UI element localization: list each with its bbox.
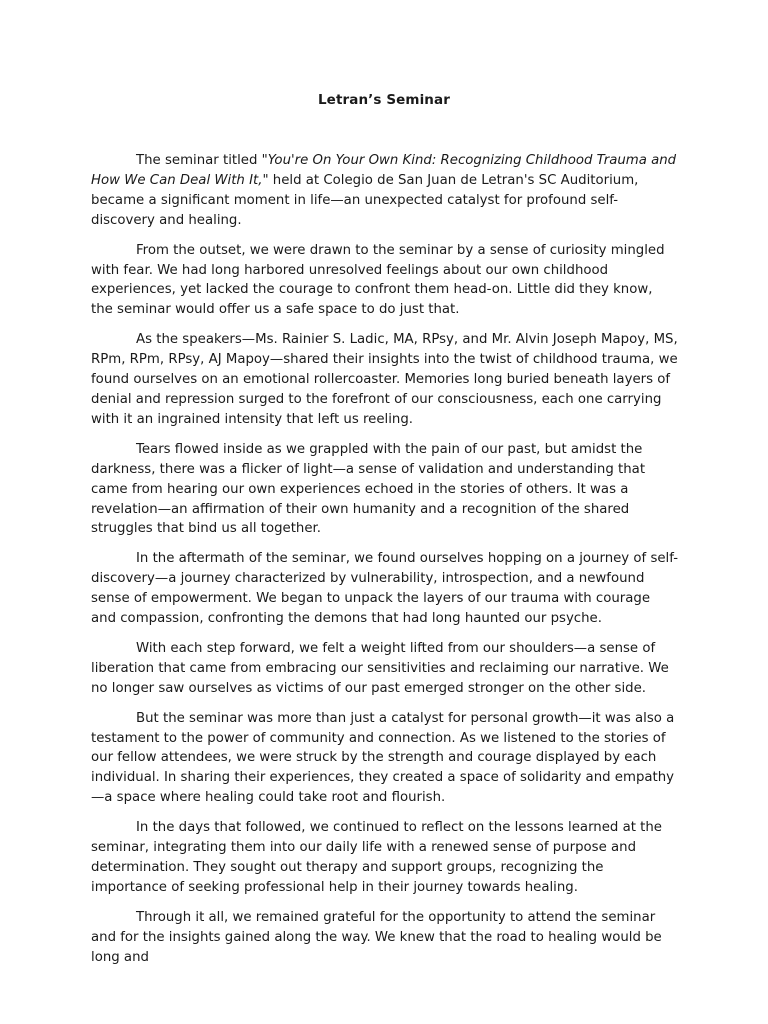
paragraph-8: In the days that followed, we continued to reflect on the lessons learned at the seminar, integrating them into our daily life with a renewed sense of purpose and determination. They sought out therapy and support groups, recognizing the importance of seeking professional help in their journey towards healing. <box>91 820 662 895</box>
paragraph-5: In the aftermath of the seminar, we found ourselves hopping on a journey of self-discovery—a journey characterized by vulnerability, introspection, and a newfound sense of empowerment. We began to unpack the layers of our trauma with courage and compassion, confronting the demons that had long haunted our psyche. <box>91 551 679 627</box>
document-title: Letran’s Seminar <box>317 92 450 108</box>
paragraph-3: As the speakers—Ms. Rainier S. Ladic, MA, RPsy, and Mr. Alvin Joseph Mapoy, MS, RPm, RPm, RPsy, AJ Mapoy—shared their insights into the twist of childhood trauma, we found ourselves on an emotional rollercoaster. Memories long buried beneath layers of denial and repression surged to the forefront of our consciousness, each one carrying with it an ingrained intensity that left us reeling. <box>91 332 678 427</box>
paragraph-1-rest: held at Colegio de San Juan de Letran's SC Auditorium, became a significant moment in life—an unexpected catalyst for profound self-discovery and healing. <box>91 172 639 228</box>
paragraph-4: Tears flowed inside as we grappled with the pain of our past, but amidst the darkness, there was a flicker of light—a sense of validation and understanding that came from hearing our own experiences echoed in the stories of others. It was a revelation—an affirmation of their own humanity and a recognition of the shared struggles that bind us all together. <box>91 441 646 537</box>
document-body <box>91 151 678 978</box>
paragraph-9: Through it all, we remained grateful for the opportunity to attend the seminar and for the insights gained along the way. We knew that the road to healing would be long and <box>91 909 662 965</box>
paragraph-1 <box>91 151 678 231</box>
paragraph-6: With each step forward, we felt a weight lifted from our shoulders—a sense of liberation that came from embracing our sensitivities and reclaiming our narrative. We no longer saw ourselves as victims of our past emerged stronger on the other side. <box>91 640 669 696</box>
paragraph-2: From the outset, we were drawn to the seminar by a sense of curiosity mingled with fear. We had long harbored unresolved feelings about our own childhood experiences, yet lacked the courage to confront them head-on. Little did they know, the seminar would offer us a safe space to do just that. <box>91 242 665 318</box>
paragraph-7: But the seminar was more than just a catalyst for personal growth—it was also a testament to the power of community and connection. As we listened to the stories of our fellow attendees, we were struck by the strength and courage displayed by each individual. In sharing their experiences, they created a space of solidarity and empathy—a space where healing could take root and flourish. <box>91 710 675 806</box>
seminar-title-italic: "You're On Your Own Kind: Recognizing Childhood Trauma and How We Can Deal With It," <box>91 153 677 188</box>
paragraph-1-lead: The seminar titled <box>136 153 262 168</box>
